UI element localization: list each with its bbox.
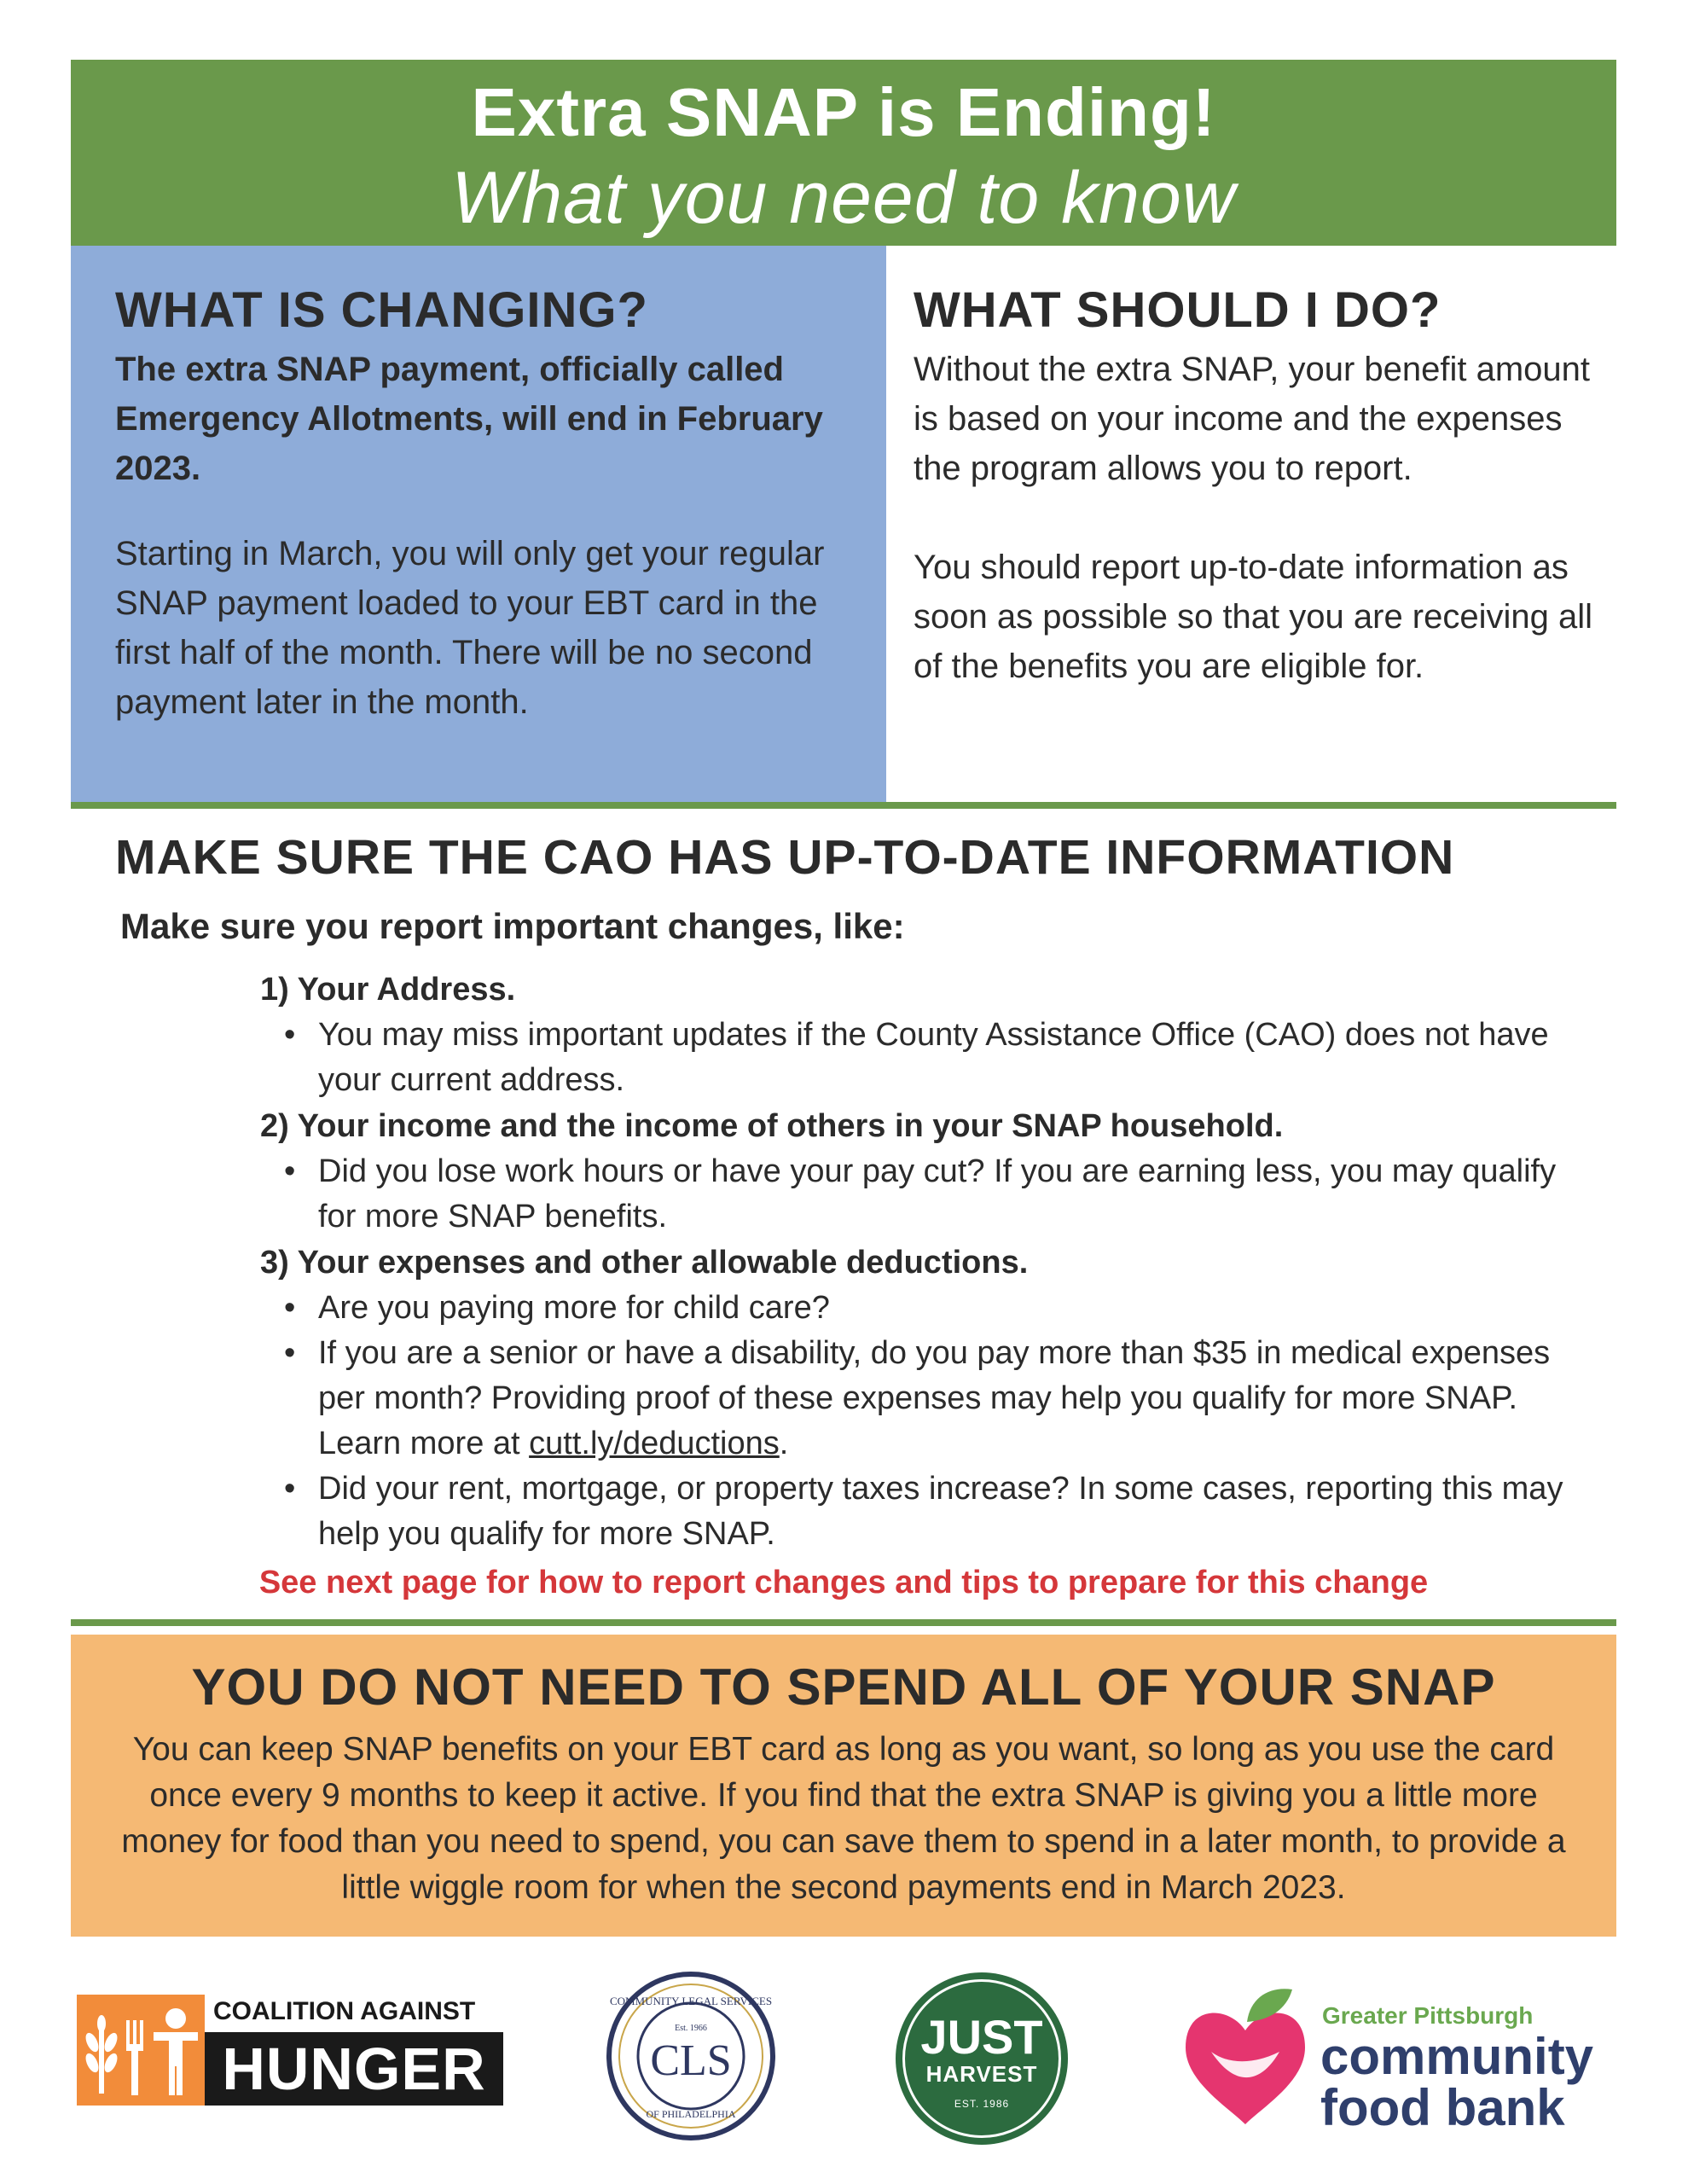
benefit-amount-text: Without the extra SNAP, your benefit amount is based on your income and the expenses the program allows you to report. [914, 351, 1591, 487]
what-should-i-do-heading: WHAT SHOULD I DO? [914, 282, 1441, 338]
cls-est-text: Est. 1966 [675, 2024, 707, 2033]
spend-section [71, 1635, 1616, 1937]
heart-apple-icon [1177, 1971, 1314, 2141]
cls-ring-bottom-text: OF PHILADELPHIA [646, 2108, 736, 2120]
logo-ring [902, 1979, 1061, 2138]
community-text: community [1320, 2028, 1594, 2085]
item-title: Your expenses and other allowable deductions. [297, 1245, 1029, 1281]
title-banner [71, 60, 1616, 246]
coalition-top-text: COALITION AGAINST [213, 1997, 476, 2025]
coalition-against-hunger-logo [77, 1995, 503, 2106]
item-title: Your income and the income of others in your SNAP household. [297, 1108, 1284, 1144]
changes-list [260, 967, 1591, 1557]
report-info-text: You should report up-to-date information as soon as possible so that you are receiving all of the benefits you are eligible for. [914, 549, 1593, 685]
cao-section [71, 809, 1616, 1619]
emergency-allotments-text: The extra SNAP payment, officially called Emergency Allotments, will end in February 2023. [115, 351, 823, 487]
partner-logos [0, 1954, 1688, 2184]
item-title: Your Address. [297, 972, 516, 1008]
what-is-changing-heading: WHAT IS CHANGING? [115, 282, 648, 338]
item-number: 3) [260, 1245, 289, 1281]
page-subtitle: What you need to know [451, 157, 1236, 239]
cao-heading: MAKE SURE THE CAO HAS UP-TO-DATE INFORMATION [115, 830, 1455, 885]
est-text: EST. 1986 [954, 2098, 1010, 2110]
bullet-item: • Are you paying more for child care? [284, 1286, 1591, 1331]
spend-text: You can keep SNAP benefits on your EBT card as long as you want, so long as you use the card once every 9 months to keep it active. If you find that the extra SNAP is giving you a little more money for food than you need to spend, you can save them to spend in a later month, to provide a little wiggle room for when the second payments end in March 2023. [121, 1731, 1566, 1906]
bullet-list [284, 1013, 1591, 1103]
just-harvest-logo [896, 1972, 1068, 2145]
bullet-item: • You may miss important updates if the County Assistance Office (CAO) does not have your current address. [284, 1013, 1591, 1103]
what-is-changing-panel [71, 246, 886, 802]
just-text: JUST [920, 2010, 1043, 2064]
coalition-bottom-text: HUNGER [205, 2032, 503, 2106]
march-payment-text: Starting in March, you will only get your regular SNAP payment loaded to your EBT card in the first half of the month. There will be no second payment later in the month. [115, 535, 825, 721]
harvest-text: HARVEST [925, 2061, 1038, 2087]
bullet-text: If you are a senior or have a disability, do you pay more than $35 in medical expenses per month? Providing proof of these expenses may help you qualify for more SNAP. Learn more at [318, 1335, 1551, 1461]
next-page-note: See next page for how to report changes and tips to prepare for this change [258, 1565, 1429, 1600]
bullet-item: • Did you lose work hours or have your pay cut? If you are earning less, you may qualify for more SNAP benefits. [284, 1149, 1591, 1240]
cao-lead: Make sure you report important changes, like: [120, 906, 905, 946]
wheat-fork-person-icon [77, 1995, 205, 2106]
food-bank-text: food bank [1320, 2079, 1565, 2136]
spend-heading: YOU DO NOT NEED TO SPEND ALL OF YOUR SNAP [191, 1658, 1496, 1716]
cls-letters: CLS [650, 2036, 732, 2085]
divider [71, 1619, 1616, 1626]
list-item-heading [260, 967, 1591, 1013]
list-item-heading [260, 1103, 1591, 1149]
divider [71, 802, 1616, 809]
link-period: . [779, 1426, 789, 1461]
bullet-item-medical [284, 1331, 1591, 1467]
page-title: Extra SNAP is Ending! [471, 74, 1216, 150]
list-item-heading [260, 1240, 1591, 1286]
greater-pittsburgh-text: Greater Pittsburgh [1322, 2002, 1534, 2029]
bullet-list [284, 1149, 1591, 1240]
bullet-list [284, 1286, 1591, 1557]
item-number: 1) [260, 972, 289, 1008]
bullet-item: • Did your rent, mortgage, or property taxes increase? In some cases, reporting this may help you qualify for more SNAP. [284, 1467, 1591, 1557]
community-legal-services-logo [606, 1971, 776, 2141]
deductions-link[interactable]: cutt.ly/deductions [529, 1426, 780, 1461]
community-food-bank-logo [1177, 1971, 1621, 2141]
item-number: 2) [260, 1108, 289, 1144]
cls-ring-text: COMMUNITY LEGAL SERVICES [609, 1995, 773, 2007]
what-should-i-do-panel [886, 246, 1616, 802]
